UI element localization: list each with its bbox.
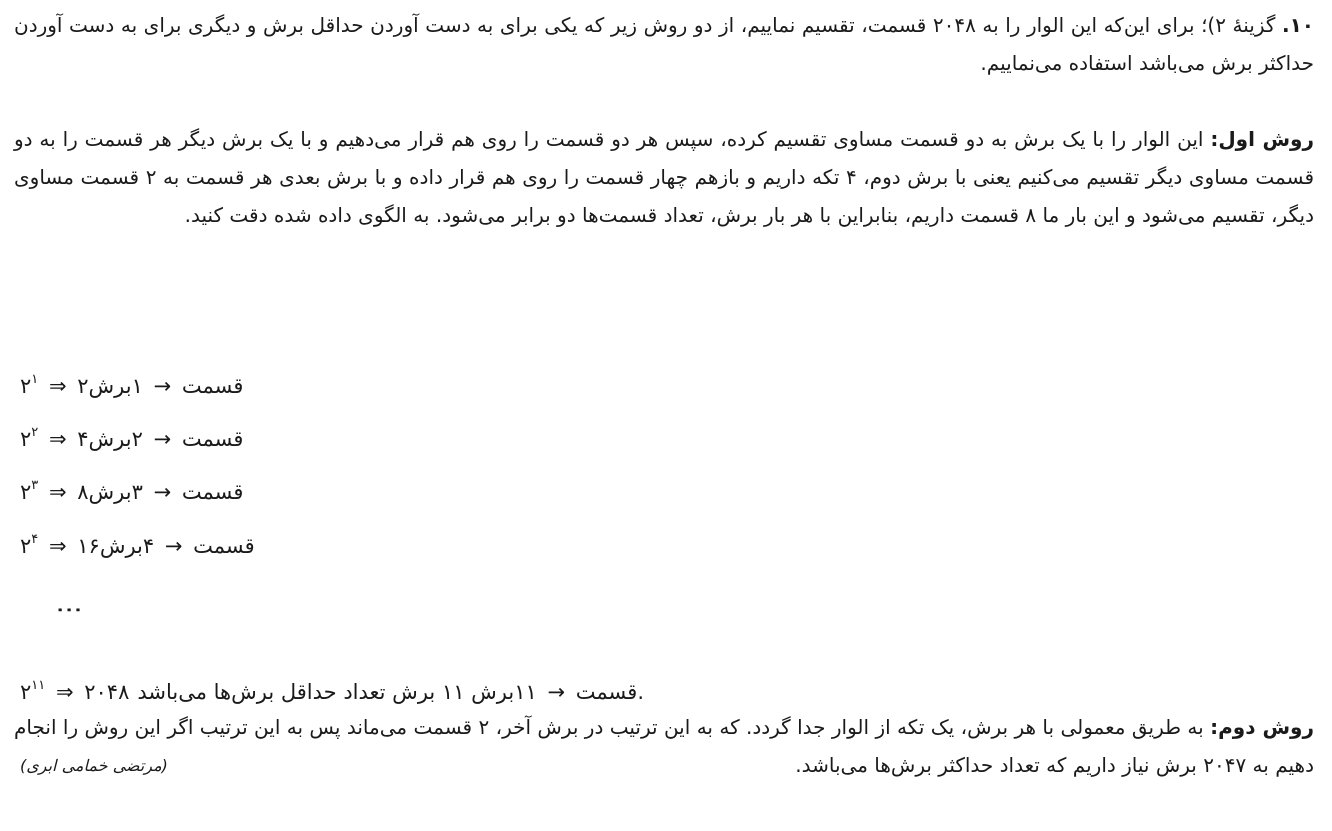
question-number: ۱۰. (1281, 13, 1314, 37)
pattern-exponent: ۱۱ (31, 678, 46, 693)
arrow-symbol: → (153, 374, 172, 398)
method-two-text: به طریق معمولی با هر برش، یک تکه از الوار جدا گردد. که به این ترتیب در برش آخر، ۲ قسمت می‌ماند پس به این ترتیب اگر این روش را انجام دهیم به ۲۰۴۷ برش نیاز داریم که تعداد حداکثر برش‌ها می‌باشد. (14, 715, 1314, 777)
pattern-row-3 (20, 473, 243, 507)
implies-symbol: ⇒ (48, 534, 67, 558)
pattern-exponent: ۳ (31, 478, 39, 493)
arrow-symbol: → (547, 680, 566, 704)
author-credit: (مرتضی خمامی ابری) (20, 756, 168, 775)
pattern-row-final (20, 673, 644, 707)
method-two-label: روش دوم: (1210, 715, 1315, 739)
pattern-exponent: ۲ (31, 425, 39, 440)
method-one-label: روش اول: (1210, 127, 1314, 151)
implies-symbol: ⇒ (48, 427, 67, 451)
pattern-row-4 (20, 527, 255, 561)
arrow-symbol: → (153, 427, 172, 451)
pattern-cuts: ۲برش (88, 427, 143, 451)
paragraph-method-two (14, 708, 1314, 784)
implies-symbol: ⇒ (48, 374, 67, 398)
paragraph-method-one (14, 120, 1314, 234)
pattern-parts: ۴قسمت (77, 427, 244, 451)
paragraph-answer-intro (14, 6, 1314, 82)
ellipsis-vertical: ⋮ (54, 597, 84, 621)
pattern-parts: ۸قسمت (77, 480, 244, 504)
arrow-symbol: → (164, 534, 183, 558)
pattern-base: ۲ (20, 680, 32, 704)
arrow-symbol: → (153, 480, 172, 504)
pattern-cuts: ۱۱برش (471, 680, 537, 704)
method-one-text: این الوار را با یک برش به دو قسمت مساوی تقسیم کرده، سپس هر دو قسمت را روی هم قرار می‌دهیم و با یک برش دیگر هر قسمت را به دو قسمت مساوی دیگر تقسیم می‌کنیم یعنی با برش دوم، ۴ تکه داریم و بازهم چهار قسمت را روی هم قرار داده و با برش بعدی هر قسمت به ۲ قسمت مساوی دیگر، تقسیم می‌شود و این بار ما ۸ قسمت داریم، بنابراین با هر بار برش، تعداد قسمت‌ها دو برابر می‌شود. به الگوی داده شده دقت کنید. (14, 127, 1315, 227)
pattern-base: ۲ (20, 534, 32, 558)
pattern-parts: ۱۶قسمت (77, 534, 255, 558)
implies-symbol: ⇒ (48, 480, 67, 504)
pattern-row-2 (20, 420, 243, 454)
pattern-cuts: ۴برش (99, 534, 155, 558)
pattern-parts: ۲قسمت (77, 374, 244, 398)
pattern-base: ۲ (20, 427, 32, 451)
minimum-cuts-conclusion: ۱۱ برش تعداد حداقل برش‌ها می‌باشد. (137, 680, 645, 704)
pattern-exponent: ۱ (31, 372, 39, 387)
pattern-parts: ۲۰۴۸قسمت (84, 680, 638, 704)
pattern-cuts: ۳برش (88, 480, 143, 504)
pattern-exponent: ۴ (31, 532, 39, 547)
implies-symbol: ⇒ (55, 680, 74, 704)
pattern-base: ۲ (20, 480, 32, 504)
pattern-base: ۲ (20, 374, 32, 398)
answer-intro-text: گزینهٔ ۲)؛ برای این‌که این الوار را به ۲۰۴۸ قسمت، تقسیم نماییم، از دو روش زیر که یکی برای به دست آوردن حداقل برش و دیگری برای به دست آوردن حداکثر برش می‌باشد استفاده می‌نماییم. (14, 13, 1314, 75)
pattern-row-1 (20, 367, 243, 401)
pattern-cuts: ۱برش (88, 374, 143, 398)
